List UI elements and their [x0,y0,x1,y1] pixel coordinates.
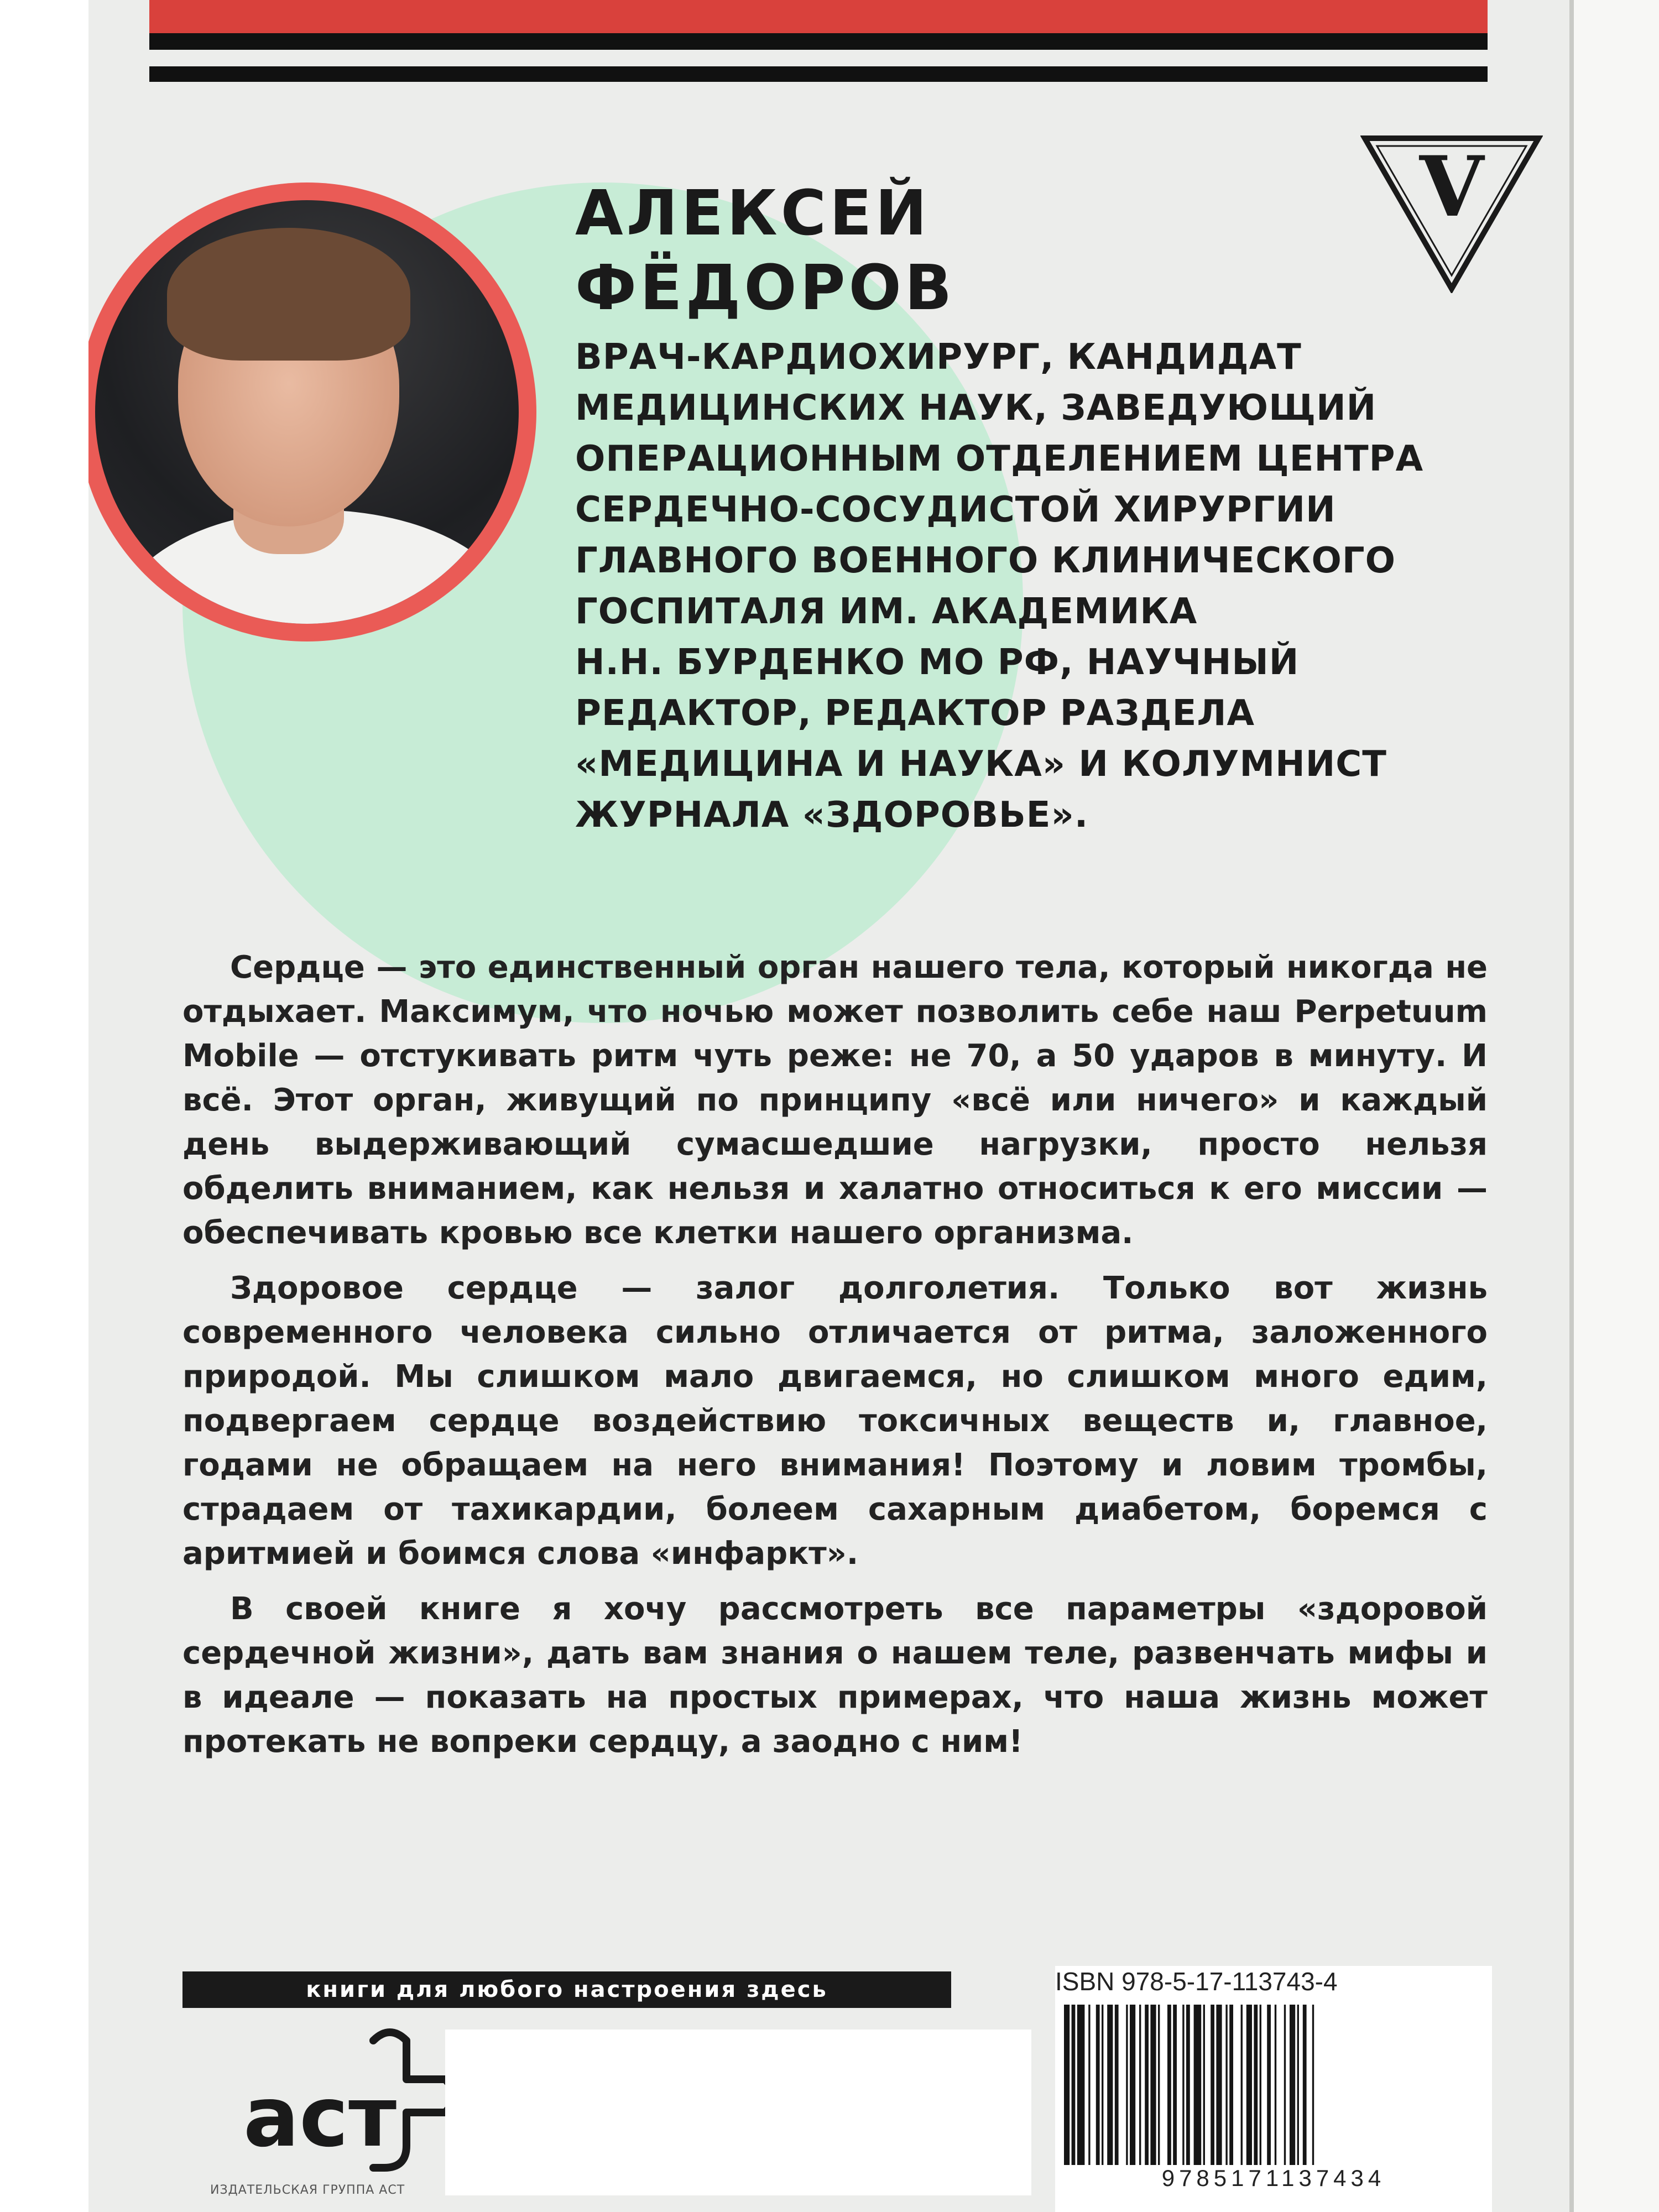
barcode-bar [1088,2005,1090,2165]
author-first-name: АЛЕКСЕЙ [575,178,931,249]
barcode-bar [1173,2005,1177,2165]
bio-line: ГОСПИТАЛЯ ИМ. АКАДЕМИКА [575,591,1198,632]
description-paragraph: В своей книге я хочу рассмотреть все параметры «здоровой сердечной жизни», дать вам знания о нашем теле, развенчать мифы и в идеале — показать на простых примерах, что наша жизнь может протекать не вопреки сердцу, а заодно с ним! [182,1591,1488,1760]
top-red-band [149,0,1488,33]
barcode-bar [1211,2005,1214,2165]
barcode-bar [1267,2005,1271,2165]
bio-line: ВРАЧ-КАРДИОХИРУРГ, КАНДИДАТ [575,337,1302,378]
author-last-name: ФЁДОРОВ [575,252,956,324]
barcode-bar [1229,2005,1233,2165]
bio-line: Н.Н. БУРДЕНКО МО РФ, НАУЧНЫЙ [575,642,1300,683]
publisher-logo-text: аст [243,2069,397,2166]
book-description [182,946,1488,1775]
barcode-bar [1241,2005,1243,2165]
barcode-bar [1194,2005,1202,2165]
page-edge [1571,0,1659,2212]
barcode-bar [1186,2005,1190,2165]
bio-line: РЕДАКТОР, РЕДАКТОР РАЗДЕЛА [575,693,1255,734]
barcode-bar [1225,2005,1227,2165]
barcode-bar [1115,2005,1119,2165]
tagline-strip: книги для любого настроения здесь [182,1971,951,2008]
barcode-bar [1297,2005,1299,2165]
bio-line: «МЕДИЦИНА И НАУКА» И КОЛУМНИСТ [575,744,1387,785]
barcode-digits: 9785171137434 [1161,2165,1386,2191]
bio-line: МЕДИЦИНСКИХ НАУК, ЗАВЕДУЮЩИЙ [575,388,1377,429]
author-bio [575,332,1526,841]
barcode-bar [1107,2005,1113,2165]
bio-line: ОПЕРАЦИОННЫМ ОТДЕЛЕНИЕМ ЦЕНТРА [575,439,1424,479]
description-paragraph: Сердце — это единственный орган нашего тела, который никогда не отдыхает. Максимум, что ночью может позволить себе наш Perpetuum Mobile — отстукивать ритм чуть реже: не 70, а 50 ударов в минуту. И всё. Этот орган, живущий по принципу «всё или ничего» и каждый день выдерживающий сумасшедшие нагрузки, просто нельзя обделить вниманием, как нельзя и халатно относиться к его миссии — обеспечивать кровью все клетки нашего организма. [182,950,1488,1251]
bio-line: СЕРДЕЧНО-СОСУДИСТОЙ ХИРУРГИИ [575,489,1336,530]
barcode-bar [1182,2005,1184,2165]
barcode-bar [1139,2005,1141,2165]
barcode-bar [1072,2005,1076,2165]
barcode-bar [1102,2005,1103,2165]
cover-edge-line [1569,0,1574,2212]
bio-line: ГЛАВНОГО ВОЕННОГО КЛИНИЧЕСКОГО [575,540,1396,581]
barcode-bar [1254,2005,1258,2165]
barcode-bar [1158,2005,1160,2165]
white-label-area [445,2030,1031,2195]
top-black-stripe-lower [149,66,1488,82]
barcode-bar [1096,2005,1100,2165]
barcode-bar [1203,2005,1205,2165]
barcode-bar [1150,2005,1156,2165]
barcode-bar [1077,2005,1085,2165]
publisher-caption: ИЗДАТЕЛЬСКАЯ ГРУППА АСТ [210,2183,405,2197]
barcode-bar [1312,2005,1314,2165]
barcode-bar [1167,2005,1171,2165]
description-paragraph: Здоровое сердце — залог долголетия. Только вот жизнь современного человека сильно отличается от ритма, заложенного природой. Мы слишком мало двигаемся, но слишком много едим, подвергаем сердце воздействию токсичных веществ и, главное, годами не обращаем на него внимания! Поэтому и ловим тромбы, страдаем от тахикардии, болеем сахарным диабетом, боремся с аритмией и боимся слова «инфаркт». [182,1270,1488,1572]
barcode-bar [1260,2005,1261,2165]
bio-line: ЖУРНАЛА «ЗДОРОВЬЕ». [575,795,1089,836]
barcode-bar [1303,2005,1307,2165]
barcode-bar [1216,2005,1222,2165]
barcode-bar [1284,2005,1286,2165]
v-triangle-icon [1360,133,1543,293]
svg-text:V: V [1419,138,1484,236]
barcode-icon [1061,2005,1481,2165]
photo-hair [167,228,410,361]
barcode-bar [1246,2005,1252,2165]
barcode-bar [1064,2005,1070,2165]
author-photo [95,200,519,624]
barcode-bar [1130,2005,1135,2165]
barcode-bar [1126,2005,1128,2165]
barcode-bar [1275,2005,1276,2165]
barcode-bar [1145,2005,1149,2165]
barcode-bar [1290,2005,1295,2165]
book-back-cover [88,0,1571,2212]
top-black-stripe [149,33,1488,50]
isbn-label: ISBN 978-5-17-113743-4 [1055,1967,1338,1996]
